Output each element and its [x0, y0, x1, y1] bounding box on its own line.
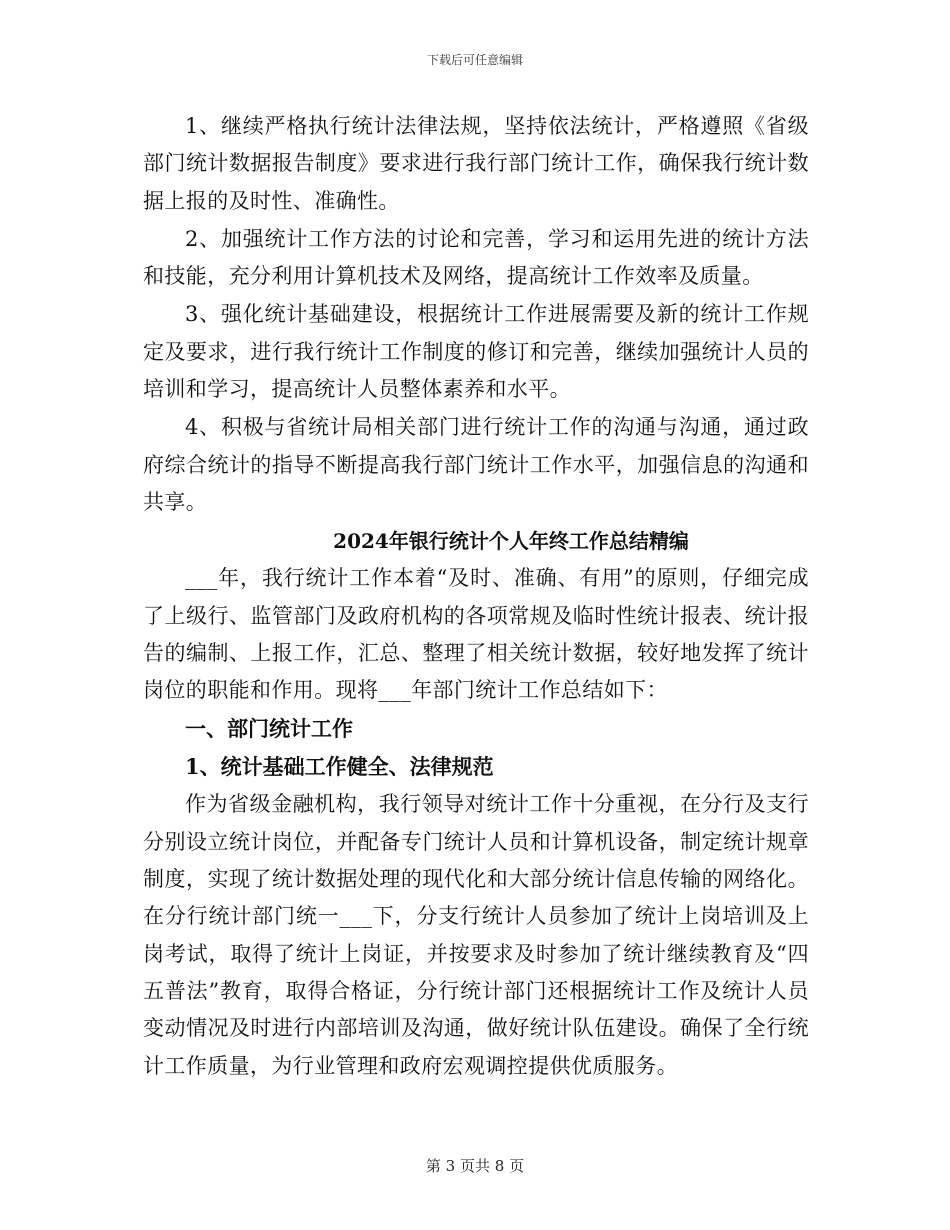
intro-paragraph: ___年，我行统计工作本着“及时、准确、有用”的原则，仔细完成了上级行、监管部门及政府机构的各项常规及临时性统计报表、统计报告的编制、上报工作，汇总、整理了相关统计数据，较好地发挥了统计岗位的职能和作用。现将___年部门统计工作总结如下：: [143, 566, 809, 703]
heading-department-statistics: 一、部门统计工作: [185, 716, 353, 742]
document-body: [143, 108, 809, 1086]
page-number-footer: 第 3 页共 8 页: [425, 1157, 525, 1175]
paragraph-item-2: 2、加强统计工作方法的讨论和完善，学习和运用先进的统计方法和技能，充分利用计算机技术及网络，提高统计工作效率及质量。: [143, 226, 809, 289]
paragraph-item-4: 4、积极与省统计局相关部门进行统计工作的沟通与沟通，通过政府综合统计的指导不断提高我行部门统计工作水平，加强信息的沟通和共享。: [143, 415, 809, 514]
paragraph-item-3: 3、强化统计基础建设，根据统计工作进展需要及新的统计工作规定及要求，进行我行统计工作制度的修订和完善，继续加强统计人员的培训和学习，提高统计人员整体素养和水平。: [143, 302, 809, 402]
body-paragraph: 作为省级金融机构，我行领导对统计工作十分重视，在分行及支行分别设立统计岗位，并配备专门统计人员和计算机设备，制定统计规章制度，实现了统计数据处理的现代化和大部分统计信息传输的网络化。在分行统计部门统一___下，分支行统计人员参加了统计上岗培训及上岗考试，取得了统计上岗证，并按要求及时参加了统计继续教育及“四五普法”教育，取得合格证，分行统计部门还根据统计工作及统计人员变动情况及时进行内部培训及沟通，做好统计队伍建设。确保了全行统计工作质量，为行业管理和政府宏观调控提供优质服务。: [143, 792, 809, 1078]
page-header-note: 下载后可任意编辑: [426, 53, 523, 67]
heading-statistics-foundation: 1、统计基础工作健全、法律规范: [185, 754, 494, 780]
section-title: 2024年银行统计个人年终工作总结精编: [333, 529, 689, 554]
paragraph-item-1: 1、继续严格执行统计法律法规，坚持依法统计，严格遵照《省级部门统计数据报告制度》要求进行我行部门统计工作，确保我行统计数据上报的及时性、准确性。: [143, 114, 809, 213]
